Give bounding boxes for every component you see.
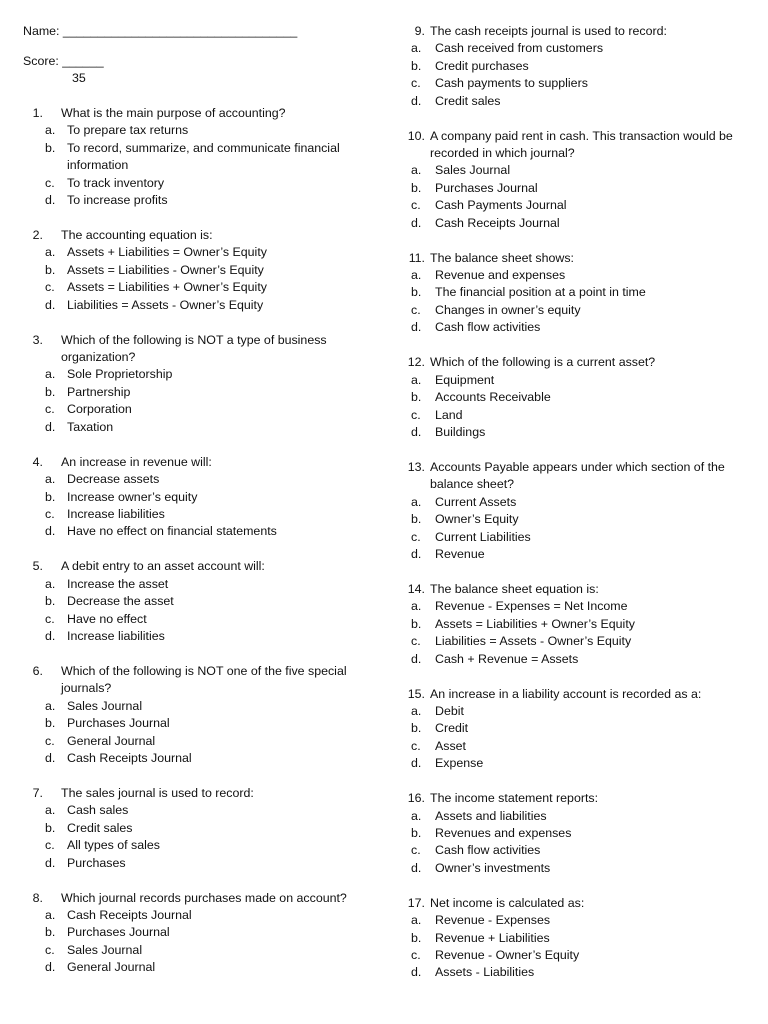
option-letter: b.	[45, 820, 56, 835]
answer-option	[384, 197, 768, 214]
answer-option	[384, 633, 768, 650]
question-stem	[384, 128, 768, 163]
option-letter: c.	[411, 302, 421, 317]
option-letter: c.	[411, 529, 421, 544]
answer-option	[0, 489, 384, 506]
option-text: Purchases Journal	[435, 180, 538, 195]
option-text: Equipment	[435, 372, 495, 387]
option-letter: c.	[45, 733, 55, 748]
answer-option	[384, 284, 768, 301]
answer-options	[0, 576, 384, 646]
option-letter: d.	[45, 960, 56, 975]
option-letter: d.	[411, 215, 422, 230]
option-letter: c.	[411, 634, 421, 649]
question	[0, 227, 384, 314]
option-letter: d.	[411, 424, 422, 439]
answer-option	[0, 837, 384, 854]
option-letter: a.	[45, 698, 56, 713]
question-number: 3.	[32, 332, 43, 347]
answer-option	[0, 244, 384, 261]
question	[384, 250, 768, 337]
option-letter: b.	[411, 930, 422, 945]
option-text: Cash Receipts Journal	[435, 215, 560, 230]
answer-option	[384, 720, 768, 737]
option-letter: c.	[45, 611, 55, 626]
question	[0, 105, 384, 209]
answer-option	[384, 389, 768, 406]
option-text: Cash sales	[67, 803, 129, 818]
question-number: 6.	[32, 663, 43, 678]
option-letter: d.	[45, 419, 56, 434]
answer-options	[0, 471, 384, 541]
option-text: Assets - Liabilities	[435, 965, 535, 980]
option-letter: d.	[411, 756, 422, 771]
question-number: 7.	[32, 785, 43, 800]
question	[0, 785, 384, 872]
option-letter: d.	[411, 651, 422, 666]
option-letter: c.	[45, 506, 55, 521]
option-text: To record, summarize, and communicate financial information	[67, 140, 340, 173]
option-letter: b.	[411, 826, 422, 840]
question-number: 4.	[32, 454, 43, 469]
answer-option	[0, 419, 384, 436]
option-letter: a.	[411, 703, 422, 718]
option-letter: a.	[411, 913, 422, 928]
answer-option	[384, 372, 768, 389]
question-number: 8.	[32, 890, 43, 905]
option-text: Increase the asset	[67, 576, 169, 591]
option-text: Purchases Journal	[67, 716, 170, 731]
option-letter: c.	[411, 198, 421, 213]
answer-option	[0, 140, 384, 175]
answer-option	[384, 58, 768, 75]
option-text: Land	[435, 407, 463, 422]
answer-option	[0, 959, 384, 976]
option-text: Liabilities = Assets - Owner’s Equity	[435, 634, 632, 649]
answer-option	[384, 738, 768, 755]
option-letter: a.	[411, 599, 422, 614]
question-stem	[384, 354, 768, 371]
option-text: Revenue + Liabilities	[435, 930, 550, 945]
option-letter: a.	[45, 576, 56, 591]
answer-option	[384, 964, 768, 981]
question	[384, 354, 768, 441]
answer-option	[384, 162, 768, 179]
answer-option	[0, 802, 384, 819]
question	[0, 663, 384, 767]
answer-option	[384, 319, 768, 336]
answer-option	[384, 302, 768, 319]
option-letter: c.	[411, 76, 421, 91]
answer-option	[0, 262, 384, 279]
question-stem	[384, 250, 768, 267]
question-stem	[384, 581, 768, 598]
answer-option	[384, 860, 768, 877]
score-field-label: Score: ______	[23, 54, 104, 68]
option-text: Accounts Receivable	[435, 390, 551, 405]
answer-options	[384, 598, 768, 668]
option-text: All types of sales	[67, 838, 160, 853]
name-field-label: Name: __________________________________	[23, 24, 298, 38]
option-letter: b.	[45, 925, 56, 940]
answer-option	[384, 930, 768, 947]
option-text: Sales Journal	[67, 942, 143, 957]
option-text: To prepare tax returns	[67, 123, 189, 138]
option-text: Decrease the asset	[67, 594, 174, 609]
question-number: 1.	[32, 106, 43, 120]
answer-options	[0, 244, 384, 314]
option-letter: c.	[45, 838, 55, 853]
option-text: Cash payments to suppliers	[435, 76, 588, 91]
answer-option	[0, 523, 384, 540]
answer-option	[384, 267, 768, 284]
option-text: Partnership	[67, 384, 131, 399]
answer-option	[0, 698, 384, 715]
option-letter: c.	[45, 942, 55, 957]
question	[384, 686, 768, 773]
question-text: Net income is calculated as:	[430, 895, 585, 910]
answer-options	[0, 122, 384, 209]
option-text: Assets = Liabilities + Owner’s Equity	[67, 280, 267, 295]
question-stem	[0, 332, 384, 367]
answer-options	[384, 808, 768, 878]
question-text: The income statement reports:	[430, 791, 599, 806]
option-letter: d.	[411, 320, 422, 335]
question-stem	[0, 890, 384, 907]
option-letter: c.	[411, 948, 421, 963]
question-stem	[0, 663, 384, 698]
option-letter: d.	[45, 297, 56, 312]
answer-option	[0, 122, 384, 139]
option-text: Cash Payments Journal	[435, 198, 567, 213]
answer-option	[384, 407, 768, 424]
question	[384, 128, 768, 232]
option-text: Decrease assets	[67, 472, 160, 487]
option-text: Revenue and expenses	[435, 268, 566, 283]
option-letter: a.	[411, 372, 422, 387]
question	[384, 459, 768, 563]
option-text: Owner’s investments	[435, 860, 551, 875]
option-letter: d.	[45, 855, 56, 870]
option-text: Revenue - Owner’s Equity	[435, 948, 580, 963]
answer-option	[0, 384, 384, 401]
option-text: Cash Receipts Journal	[67, 908, 192, 922]
question-number: 9.	[414, 24, 425, 38]
option-text: Cash flow activities	[435, 320, 541, 335]
option-text: Increase liabilities	[67, 628, 165, 643]
option-text: Increase owner’s equity	[67, 489, 198, 504]
question-text: Which of the following is a current asset?	[430, 355, 656, 370]
option-text: Credit sales	[67, 820, 133, 835]
answer-option	[384, 180, 768, 197]
option-text: Revenue - Expenses	[435, 913, 551, 928]
option-text: Assets and liabilities	[435, 808, 547, 823]
right-question-column	[384, 23, 768, 999]
option-letter: a.	[411, 808, 422, 823]
answer-option	[384, 93, 768, 110]
answer-option	[0, 279, 384, 296]
option-letter: a.	[45, 367, 56, 382]
option-text: Sales Journal	[67, 698, 143, 713]
option-text: Debit	[435, 703, 464, 718]
answer-options	[384, 494, 768, 564]
option-text: To track inventory	[67, 175, 165, 190]
answer-option	[0, 820, 384, 837]
option-letter: b.	[411, 512, 422, 527]
option-letter: d.	[45, 628, 56, 643]
option-letter: a.	[411, 41, 422, 56]
question-text: The cash receipts journal is used to record:	[430, 24, 667, 38]
answer-option	[384, 947, 768, 964]
answer-option	[384, 40, 768, 57]
option-text: Increase liabilities	[67, 506, 165, 521]
answer-options	[384, 162, 768, 232]
question-stem	[0, 227, 384, 244]
option-letter: d.	[45, 193, 56, 208]
option-text: Purchases	[67, 855, 126, 870]
answer-option	[0, 506, 384, 523]
answer-option	[384, 825, 768, 842]
answer-options	[384, 40, 768, 110]
question-stem	[384, 790, 768, 807]
option-letter: b.	[45, 594, 56, 609]
option-letter: a.	[411, 494, 422, 509]
answer-option	[384, 494, 768, 511]
answer-option	[384, 651, 768, 668]
option-letter: b.	[45, 384, 56, 399]
question-stem	[384, 686, 768, 703]
answer-option	[384, 703, 768, 720]
question	[384, 581, 768, 668]
option-text: Liabilities = Assets - Owner’s Equity	[67, 297, 264, 312]
answer-option	[0, 715, 384, 732]
question-text: An increase in revenue will:	[61, 454, 212, 469]
question	[0, 890, 384, 977]
option-letter: c.	[411, 407, 421, 422]
question	[384, 23, 768, 110]
answer-option	[0, 628, 384, 645]
question-stem	[0, 785, 384, 802]
answer-options	[384, 372, 768, 442]
answer-option	[0, 855, 384, 872]
option-letter: a.	[411, 163, 422, 178]
answer-option	[384, 75, 768, 92]
question	[0, 332, 384, 436]
option-letter: b.	[411, 390, 422, 405]
score-total: 35	[72, 71, 86, 85]
answer-option	[384, 511, 768, 528]
question-number: 17.	[407, 895, 425, 910]
question-text: Which journal records purchases made on account?	[61, 890, 347, 905]
option-letter: d.	[411, 860, 422, 875]
option-text: Purchases Journal	[67, 925, 170, 940]
option-letter: b.	[45, 489, 56, 504]
answer-option	[0, 192, 384, 209]
answer-options	[384, 912, 768, 982]
question-text: The accounting equation is:	[61, 228, 213, 243]
option-letter: a.	[45, 123, 56, 138]
question-text: A debit entry to an asset account will:	[61, 559, 265, 574]
left-question-column	[0, 105, 384, 994]
option-letter: d.	[45, 750, 56, 765]
option-text: Credit purchases	[435, 58, 529, 73]
option-text: Cash received from customers	[435, 41, 604, 56]
option-letter: a.	[45, 803, 56, 818]
question-number: 12.	[407, 355, 425, 370]
question-text: Accounts Payable appears under which section of the balance sheet?	[430, 459, 725, 492]
option-text: Sales Journal	[435, 163, 511, 178]
option-letter: d.	[411, 546, 422, 561]
option-letter: b.	[411, 180, 422, 195]
option-letter: c.	[45, 280, 55, 295]
answer-option	[0, 297, 384, 314]
answer-option	[0, 924, 384, 941]
option-text: Have no effect on financial statements	[67, 524, 277, 539]
question-stem	[0, 454, 384, 471]
question-number: 13.	[407, 459, 425, 474]
question-text: An increase in a liability account is recorded as a:	[430, 686, 702, 701]
question-number: 16.	[407, 791, 425, 806]
option-text: Buildings	[435, 424, 486, 439]
option-text: Assets = Liabilities - Owner’s Equity	[67, 262, 264, 277]
answer-option	[384, 546, 768, 563]
option-letter: b.	[411, 721, 422, 736]
answer-option	[0, 593, 384, 610]
question	[384, 790, 768, 877]
option-text: The financial position at a point in time	[435, 285, 646, 300]
option-letter: b.	[411, 616, 422, 631]
answer-option	[0, 471, 384, 488]
question-number: 10.	[407, 128, 425, 143]
option-letter: a.	[45, 908, 56, 922]
question	[0, 558, 384, 645]
option-letter: c.	[45, 402, 55, 417]
question-number: 11.	[408, 250, 425, 265]
answer-option	[384, 598, 768, 615]
option-text: Current Assets	[435, 494, 517, 509]
answer-option	[384, 529, 768, 546]
answer-option	[384, 616, 768, 633]
option-text: Asset	[435, 738, 466, 753]
option-text: General Journal	[67, 733, 156, 748]
option-text: To increase profits	[67, 193, 168, 208]
answer-options	[384, 267, 768, 337]
answer-option	[0, 942, 384, 959]
option-letter: a.	[45, 472, 56, 487]
answer-option	[384, 808, 768, 825]
question-number: 15.	[407, 686, 425, 701]
option-text: Taxation	[67, 419, 114, 434]
answer-option	[0, 750, 384, 767]
option-text: Owner’s Equity	[435, 512, 519, 527]
answer-options	[384, 703, 768, 773]
answer-options	[0, 698, 384, 768]
answer-option	[0, 907, 384, 924]
option-text: Assets = Liabilities + Owner’s Equity	[435, 616, 635, 631]
option-text: Expense	[435, 756, 484, 771]
option-text: General Journal	[67, 960, 156, 975]
option-letter: b.	[45, 716, 56, 731]
question-text: The balance sheet shows:	[430, 250, 574, 265]
answer-option	[384, 912, 768, 929]
option-text: Revenues and expenses	[435, 826, 572, 840]
question-text: Which of the following is NOT a type of business organization?	[61, 332, 327, 365]
question-stem	[384, 459, 768, 494]
option-text: Changes in owner’s equity	[435, 302, 581, 317]
answer-option	[0, 175, 384, 192]
option-text: Have no effect	[67, 611, 147, 626]
question-number: 5.	[32, 559, 43, 574]
option-letter: d.	[411, 965, 422, 980]
option-text: Cash + Revenue = Assets	[435, 651, 579, 666]
answer-options	[0, 802, 384, 872]
answer-option	[384, 215, 768, 232]
option-text: Cash flow activities	[435, 843, 541, 858]
option-text: Sole Proprietorship	[67, 367, 173, 382]
option-text: Assets + Liabilities = Owner’s Equity	[67, 245, 267, 260]
option-letter: b.	[45, 140, 56, 155]
question-number: 2.	[32, 228, 43, 243]
answer-option	[0, 366, 384, 383]
question-text: The sales journal is used to record:	[61, 785, 254, 800]
answer-option	[0, 401, 384, 418]
option-text: Credit	[435, 721, 469, 736]
option-text: Revenue	[435, 546, 485, 561]
option-letter: c.	[411, 843, 421, 858]
question	[0, 454, 384, 541]
option-letter: d.	[45, 524, 56, 539]
answer-option	[384, 755, 768, 772]
option-letter: c.	[411, 738, 421, 753]
question-stem	[0, 105, 384, 122]
option-text: Revenue - Expenses = Net Income	[435, 599, 628, 614]
question-stem	[0, 558, 384, 575]
answer-option	[0, 733, 384, 750]
option-letter: b.	[45, 262, 56, 277]
question-number: 14.	[407, 581, 425, 596]
question-stem	[384, 23, 768, 40]
option-letter: a.	[45, 245, 56, 260]
answer-option	[384, 424, 768, 441]
option-letter: b.	[411, 285, 422, 300]
question-text: The balance sheet equation is:	[430, 581, 599, 596]
answer-option	[0, 576, 384, 593]
answer-option	[0, 611, 384, 628]
option-letter: a.	[411, 268, 422, 283]
question-text: What is the main purpose of accounting?	[61, 106, 286, 120]
option-letter: b.	[411, 58, 422, 73]
answer-option	[384, 842, 768, 859]
option-text: Current Liabilities	[435, 529, 531, 544]
option-letter: d.	[411, 93, 422, 108]
answer-options	[0, 366, 384, 436]
option-text: Cash Receipts Journal	[67, 750, 192, 765]
answer-options	[0, 907, 384, 977]
question-text: Which of the following is NOT one of the five special journals?	[61, 663, 347, 696]
option-text: Credit sales	[435, 93, 501, 108]
option-letter: c.	[45, 175, 55, 190]
question	[384, 895, 768, 982]
question-stem	[384, 895, 768, 912]
question-text: A company paid rent in cash. This transaction would be recorded in which journal?	[430, 128, 733, 161]
option-text: Corporation	[67, 402, 132, 417]
